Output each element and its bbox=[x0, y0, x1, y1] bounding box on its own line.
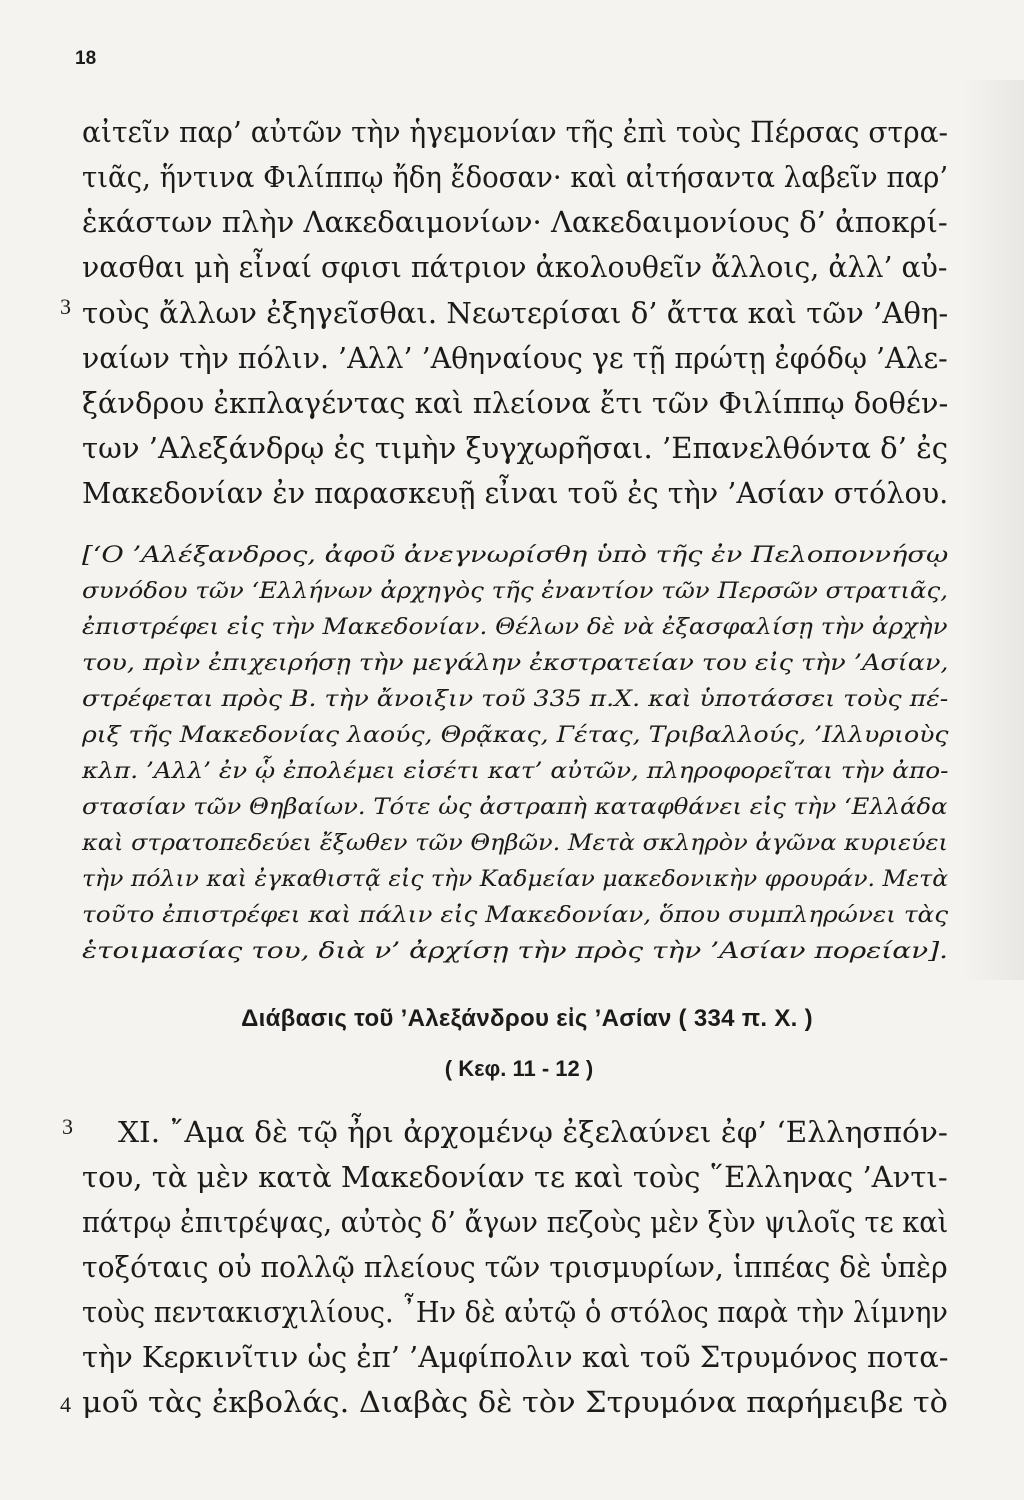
passage-line: τιᾶς, ἥντινα Φιλίππῳ ἤδη ἔδοσαν· καὶ αἰτήσαντα λαβεῖν παρ’ bbox=[82, 160, 949, 194]
passage-line: τὴν Κερκινῖτιν ὡς ἐπ’ ’Αμφίπολιν καὶ τοῦ Στρυμόνος ποτα- bbox=[82, 1340, 949, 1374]
passage-line: αἰτεῖν παρ’ αὐτῶν τὴν ἡγεμονίαν τῆς ἐπὶ τοὺς Πέρσας στρα- bbox=[82, 115, 949, 149]
passage-line: ναίων τὴν πόλιν. ’Αλλ’ ’Αθηναίους γε τῇ πρώτῃ ἐφόδῳ ’Αλε- bbox=[82, 341, 948, 375]
passage-line: ξάνδρου ἐκπλαγέντας καὶ πλείονα ἔτι τῶν Φιλίππῳ δοθέν- bbox=[82, 386, 949, 420]
passage-line: μοῦ τὰς ἐκβολάς. Διαβὰς δὲ τὸν Στρυμόνα παρήμειβε τὸ bbox=[82, 1385, 948, 1419]
passage-line: τοὺς πεντακισχιλίους. ῏Ην δὲ αὐτῷ ὁ στόλος παρὰ τὴν λίμνην bbox=[82, 1295, 948, 1329]
note-line: ριξ τῆς Μακεδονίας λαούς, Θρᾷκας, Γέτας, Τριβαλλούς, ’Ιλλυριοὺς bbox=[82, 722, 949, 748]
section-subheading: ( Κεφ. 11 - 12 ) bbox=[444, 1056, 594, 1081]
passage-line: XI. ῎Αμα δὲ τῷ ἦρι ἀρχομένῳ ἐξελαύνει ἐφ’ ‘Ελλησπόν- bbox=[118, 1115, 948, 1149]
passage-line: του, τὰ μὲν κατὰ Μακεδονίαν τε καὶ τοὺς ῞Ελληνας ’Αντι- bbox=[82, 1160, 948, 1194]
note-line: τὴν πόλιν καὶ ἐγκαθιστᾷ εἰς τὴν Καδμείαν μακεδονικὴν φρουράν. Μετὰ bbox=[82, 866, 949, 892]
note-line: στασίαν τῶν Θηβαίων. Τότε ὡς ἀστραπὴ καταφθάνει εἰς τὴν ‘Ελλάδα bbox=[82, 794, 948, 820]
margin-section-number: 3 bbox=[62, 1114, 73, 1139]
note-line: στρέφεται πρὸς Β. τὴν ἄνοιξιν τοῦ 335 π.Χ. καὶ ὑποτάσσει τοὺς πέ- bbox=[82, 686, 949, 712]
passage-line: νασθαι μὴ εἶναί σφισι πάτριον ἀκολουθεῖν ἄλλοις, ἀλλ’ αὐ- bbox=[82, 250, 948, 284]
passage-line: ἑκάστων πλὴν Λακεδαιμονίων· Λακεδαιμονίους δ’ ἀποκρί- bbox=[82, 205, 948, 239]
note-line: τοῦτο ἐπιστρέφει καὶ πάλιν εἰς Μακεδονίαν, ὅπου συμπληρώνει τὰς bbox=[82, 902, 949, 928]
passage-line: πάτρῳ ἐπιτρέψας, αὐτὸς δ’ ἄγων πεζοὺς μὲν ξὺν ψιλοῖς τε καὶ bbox=[82, 1205, 949, 1239]
passage-line: τοὺς ἄλλων ἐξηγεῖσθαι. Νεωτερίσαι δ’ ἄττα καὶ τῶν ’Αθη- bbox=[82, 296, 949, 330]
passage-line: τοξόταις οὐ πολλῷ πλείους τῶν τρισμυρίων, ἱππέας δὲ ὑπὲρ bbox=[82, 1250, 948, 1284]
note-line: κλπ. ’Αλλ’ ἐν ᾧ ἐπολέμει εἰσέτι κατ’ αὐτῶν, πληροφορεῖται τὴν ἀπο- bbox=[82, 758, 949, 784]
page-edge-shadow bbox=[964, 80, 1024, 980]
note-line: [‘Ο ’Αλέξανδρος, ἀφοῦ ἀνεγνωρίσθη ὑπὸ τῆς ἐν Πελοποννήσῳ bbox=[82, 542, 949, 568]
note-line: του, πρὶν ἐπιχειρήσῃ τὴν μεγάλην ἐκστρατείαν του εἰς τὴν ’Ασίαν, bbox=[82, 650, 949, 676]
note-line: ἑτοιμασίας του, διὰ ν’ ἀρχίσῃ τὴν πρὸς τὴν ’Ασίαν πορείαν]. bbox=[82, 938, 949, 964]
note-line: ἐπιστρέφει εἰς τὴν Μακεδονίαν. Θέλων δὲ νὰ ἐξασφαλίσῃ τὴν ἀρχὴν bbox=[82, 614, 948, 640]
margin-section-number: 3 bbox=[60, 294, 71, 319]
section-heading: Διάβασις τοῦ ’Αλεξάνδρου εἰς ’Ασίαν ( 334 π. Χ. ) bbox=[241, 1005, 813, 1032]
note-line: συνόδου τῶν ‘Ελλήνων ἀρχηγὸς τῆς ἐναντίον τῶν Περσῶν στρατιᾶς, bbox=[82, 578, 948, 604]
passage-line: Μακεδονίαν ἐν παρασκευῇ εἶναι τοῦ ἐς τὴν ’Ασίαν στόλου. bbox=[82, 476, 949, 510]
note-line: καὶ στρατοπεδεύει ἔξωθεν τῶν Θηβῶν. Μετὰ σκληρὸν ἀγῶνα κυριεύει bbox=[82, 830, 948, 856]
margin-section-number: 4 bbox=[60, 1392, 71, 1417]
page-number: 18 bbox=[75, 48, 97, 69]
passage-line: των ’Αλεξάνδρῳ ἐς τιμὴν ξυγχωρῆσαι. ’Επανελθόντα δ’ ἐς bbox=[82, 431, 949, 465]
